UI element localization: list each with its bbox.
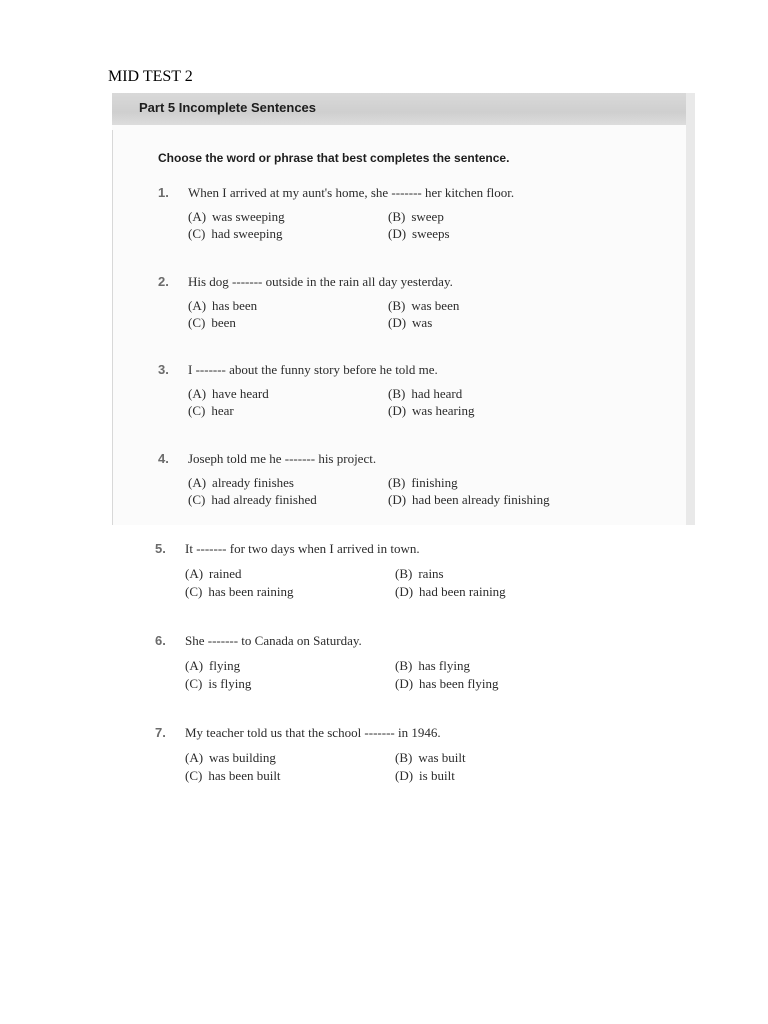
option-text: already finishes	[212, 475, 294, 490]
option-text: had heard	[411, 386, 463, 401]
option-letter: (A)	[185, 566, 204, 581]
option-text: is built	[419, 768, 455, 783]
option-letter: (D)	[388, 403, 407, 418]
option-text: was built	[418, 750, 466, 765]
option-c	[188, 403, 234, 419]
option-text: been	[211, 315, 236, 330]
option-text: finishing	[411, 475, 458, 490]
option-d	[388, 492, 550, 508]
option-text: had already finished	[211, 492, 317, 507]
option-letter: (C)	[185, 584, 203, 599]
option-b	[395, 566, 444, 582]
option-letter: (C)	[188, 492, 206, 507]
question-text: His dog ------- outside in the rain all day yesterday.	[188, 274, 453, 289]
option-a	[188, 298, 257, 314]
option-text: had sweeping	[211, 226, 283, 241]
option-b	[388, 475, 458, 491]
option-letter: (D)	[388, 315, 407, 330]
document-title: MID TEST 2	[108, 68, 193, 85]
option-text: has been	[212, 298, 258, 313]
option-a	[188, 475, 294, 491]
question-text: It ------- for two days when I arrived in town.	[185, 541, 420, 556]
question-number: 3.	[158, 362, 169, 377]
option-letter: (D)	[388, 492, 407, 507]
option-b	[388, 386, 462, 402]
option-c	[185, 768, 281, 784]
option-letter: (C)	[185, 676, 203, 691]
option-a	[188, 209, 285, 225]
option-c	[188, 226, 282, 242]
question-text: She ------- to Canada on Saturday.	[185, 633, 362, 648]
option-letter: (B)	[388, 209, 406, 224]
option-text: has been built	[208, 768, 281, 783]
option-text: was sweeping	[212, 209, 285, 224]
question-number: 4.	[158, 451, 169, 466]
option-letter: (A)	[188, 209, 207, 224]
option-letter: (B)	[395, 658, 413, 673]
option-text: had been raining	[419, 584, 506, 599]
option-letter: (C)	[188, 315, 206, 330]
option-b	[388, 298, 459, 314]
option-text: rains	[418, 566, 444, 581]
option-text: flying	[209, 658, 241, 673]
option-text: has flying	[418, 658, 470, 673]
option-a	[185, 750, 276, 766]
part-title: Part 5 Incomplete Sentences	[139, 100, 317, 115]
option-text: is flying	[208, 676, 252, 691]
option-letter: (A)	[188, 386, 207, 401]
option-a	[185, 658, 240, 674]
option-a	[185, 566, 242, 582]
option-c	[188, 492, 317, 508]
option-d	[388, 403, 475, 419]
option-b	[395, 750, 466, 766]
option-text: was been	[411, 298, 460, 313]
option-text: sweep	[411, 209, 444, 224]
question-number: 2.	[158, 274, 169, 289]
option-letter: (D)	[395, 584, 414, 599]
scan-right-edge	[686, 93, 695, 525]
scan-left-edge	[112, 130, 113, 525]
option-d	[395, 768, 455, 784]
option-letter: (D)	[395, 768, 414, 783]
question-text: I ------- about the funny story before he told me.	[188, 362, 438, 377]
option-c	[185, 584, 294, 600]
option-text: rained	[209, 566, 242, 581]
option-letter: (A)	[185, 750, 204, 765]
question-number: 7.	[155, 725, 166, 740]
question-number: 1.	[158, 185, 169, 200]
part-header	[112, 93, 686, 125]
option-b	[388, 209, 444, 225]
option-letter: (A)	[188, 298, 207, 313]
option-text: was building	[209, 750, 276, 765]
option-letter: (B)	[388, 386, 406, 401]
option-c	[188, 315, 236, 331]
question-text: Joseph told me he ------- his project.	[188, 451, 377, 466]
option-text: was	[412, 315, 433, 330]
question-number: 5.	[155, 541, 166, 556]
option-letter: (C)	[185, 768, 203, 783]
option-text: has been flying	[419, 676, 499, 691]
option-letter: (B)	[395, 566, 413, 581]
option-letter: (B)	[388, 298, 406, 313]
option-a	[188, 386, 269, 402]
option-letter: (C)	[188, 403, 206, 418]
option-text: hear	[211, 403, 234, 418]
option-letter: (A)	[188, 475, 207, 490]
option-d	[395, 584, 506, 600]
option-text: have heard	[212, 386, 269, 401]
option-d	[388, 315, 432, 331]
option-letter: (D)	[395, 676, 414, 691]
option-text: has been raining	[208, 584, 294, 599]
option-text: was hearing	[412, 403, 475, 418]
question-number: 6.	[155, 633, 166, 648]
option-text: sweeps	[412, 226, 450, 241]
option-b	[395, 658, 470, 674]
option-letter: (A)	[185, 658, 204, 673]
option-letter: (D)	[388, 226, 407, 241]
instruction-text: Choose the word or phrase that best completes the sentence.	[158, 151, 510, 165]
option-d	[395, 676, 498, 692]
option-letter: (B)	[395, 750, 413, 765]
option-letter: (C)	[188, 226, 206, 241]
option-d	[388, 226, 450, 242]
option-letter: (B)	[388, 475, 406, 490]
option-text: had been already finishing	[412, 492, 550, 507]
question-text: When I arrived at my aunt's home, she ------- her kitchen floor.	[188, 185, 515, 200]
option-c	[185, 676, 251, 692]
question-text: My teacher told us that the school ------- in 1946.	[185, 725, 441, 740]
